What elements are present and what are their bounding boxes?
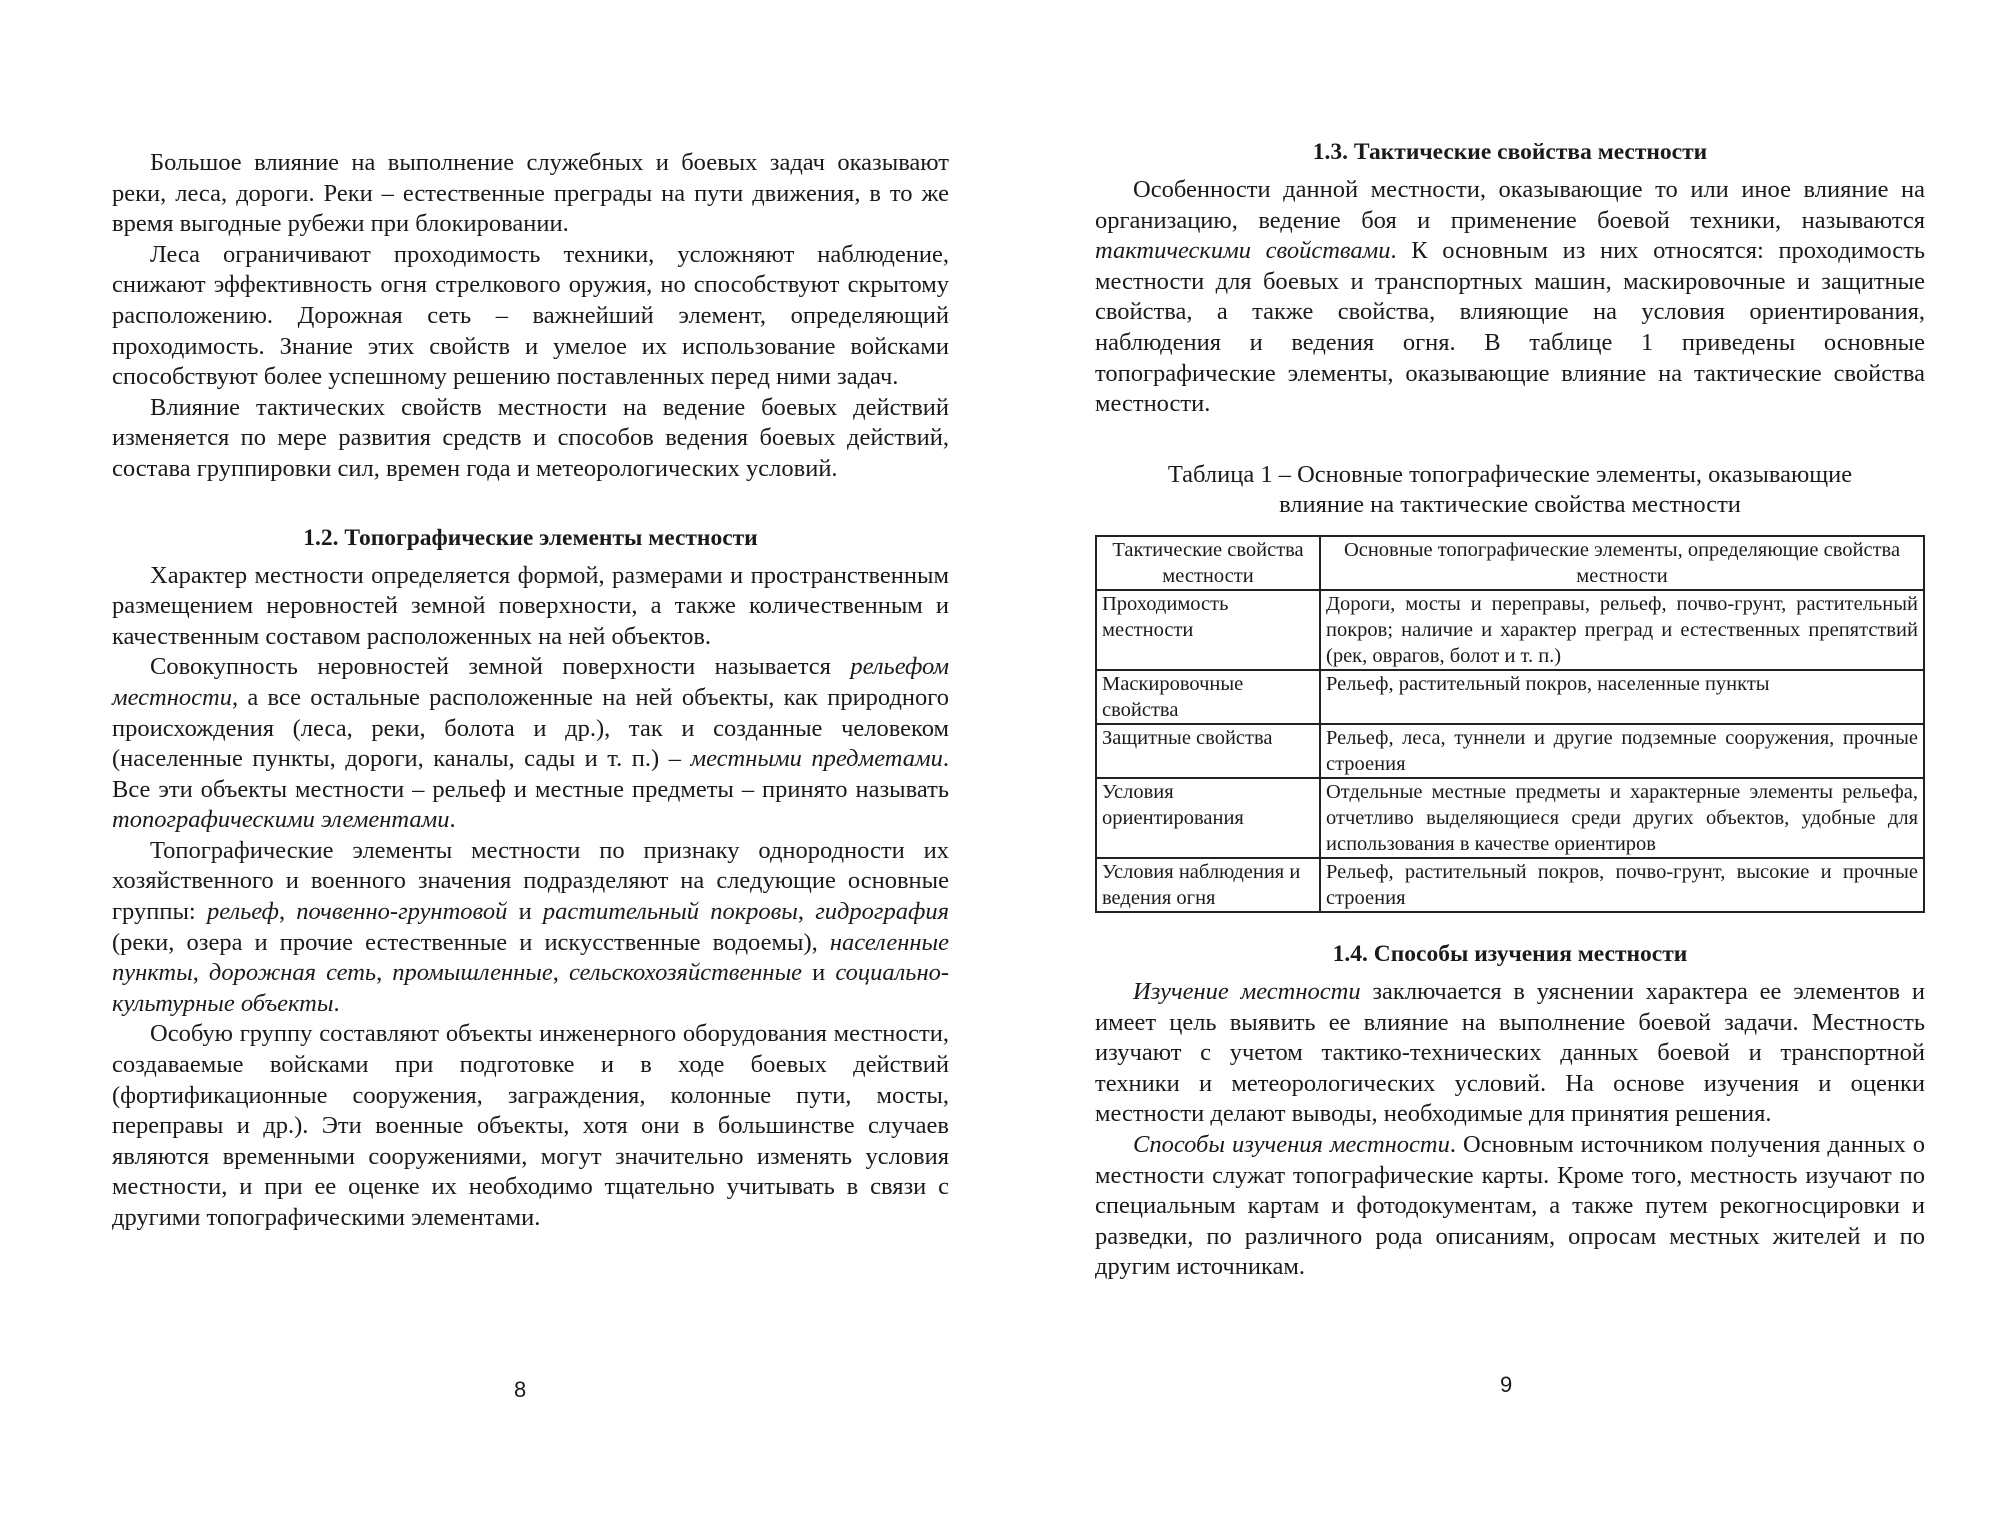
table-cell: Защитные свойства <box>1096 724 1320 778</box>
table-row <box>1096 724 1924 778</box>
table-header-cell: Основные топографические элементы, определяющие свойства местности <box>1320 536 1924 590</box>
section-title-1-2: 1.2. Топографические элементы местности <box>303 524 758 551</box>
table-cell: Рельеф, растительный покров, населенные пункты <box>1320 670 1924 724</box>
tactical-properties-table <box>1095 535 1925 913</box>
table-cell: Отдельные местные предметы и характерные элементы рельефа, отчетливо выделяющиеся среди других объектов, удобные для использования в качестве ориентиров <box>1320 778 1924 858</box>
table-row <box>1096 670 1924 724</box>
table-header-cell: Тактические свойства местности <box>1096 536 1320 590</box>
table-cell: Рельеф, леса, туннели и другие подземные сооружения, прочные строения <box>1320 724 1924 778</box>
paragraph: Влияние тактических свойств местности на ведение боевых действий изменяется по мере развития средств и способов ведения боевых действий, состава группировки сил, времен года и метеорологических условий. <box>112 393 949 482</box>
table-cell: Дороги, мосты и переправы, рельеф, почво-грунт, растительный покров; наличие и характер преград и естественных препятствий (рек, оврагов, болот и т. п.) <box>1320 590 1924 670</box>
paragraph: Особенности данной местности, оказывающие то или иное влияние на организацию, ведение боя и применение боевой техники, называются тактическими свойствами. К основным из них относятся: проходимость местности для боевых и транспортных машин, маскировочные и защитные свойства, а также свойства, влияющие на условия ориентирования, наблюдения и ведения огня. В таблице 1 приведены основные топографические элементы, оказывающие влияние на тактические свойства местности. <box>1095 176 1925 418</box>
paragraph: Характер местности определяется формой, размерами и пространственным размещением неровностей земной поверхности, а также количественным и качественным составом расположенных на ней объектов. <box>112 561 949 650</box>
paragraph: Совокупность неровностей земной поверхности называется рельефом местности, а все остальные расположенные на ней объекты, как природного происхождения (леса, реки, болота и др.), так и созданные человеком (населенные пункты, дороги, каналы, сады и т. п.) – местными предметами. Все эти объекты местности – рельеф и местные предметы – принято называть топографическими элементами. <box>112 653 950 834</box>
paragraph: Изучение местности заключается в уяснении характера ее элементов и имеет цель выявить ее влияние на выполнение боевой задачи. Местность изучают с учетом тактико-технических данных боевой и транспортной техники и метеорологических условий. На основе изучения и оценки местности делают выводы, необходимые для принятия решения. <box>1095 977 1925 1128</box>
table-cell: Условия ориентирования <box>1096 778 1320 858</box>
page-number: 9 <box>1500 1372 1513 1397</box>
table-header-row <box>1096 536 1924 590</box>
section-title-1-3: 1.3. Тактические свойства местности <box>1312 139 1708 165</box>
table-caption: Таблица 1 – Основные топографические элементы, оказывающие влияние на тактические свойства местности <box>1167 460 1853 519</box>
right-page <box>1000 0 2000 1521</box>
table-cell: Маскировочные свойства <box>1096 670 1320 724</box>
table-row <box>1096 778 1924 858</box>
table-row <box>1096 590 1924 670</box>
paragraph: Леса ограничивают проходимость техники, усложняют наблюдение, снижают эффективность огня стрелкового оружия, но способствуют скрытому расположению. Дорожная сеть – важнейший элемент, определяющий проходимость. Знание этих свойств и умелое их использование войсками способствуют более успешному решению поставленных перед ними задач. <box>112 240 949 391</box>
page-number: 8 <box>514 1377 527 1402</box>
paragraph: Особую группу составляют объекты инженерного оборудования местности, создаваемые войсками при подготовке и в ходе боевых действий (фортификационные сооружения, заграждения, колонные пути, мосты, переправы и др.). Эти военные объекты, хотя они в большинстве случаев являются временными сооружениями, могут значительно изменять условия местности, и при ее оценке их необходимо тщательно учитывать в связи с другими топографическими элементами. <box>112 1020 949 1231</box>
table-cell: Рельеф, растительный покров, почво-грунт, высокие и прочные строения <box>1320 858 1924 912</box>
left-text-column <box>112 148 949 1234</box>
table-cell: Проходимость местности <box>1096 590 1320 670</box>
paragraph: Топографические элементы местности по признаку однородности их хозяйственного и военного значения подразделяют на следующие основные группы: рельеф, почвенно-грунтовой и растительный покровы, гидрография (реки, озера и прочие естественные и искусственные водоемы), населенные пункты, дорожная сеть, промышленные, сельскохозяйственные и социально-культурные объекты. <box>112 836 950 1017</box>
paragraph: Способы изучения местности. Основным источником получения данных о местности служат топографические карты. Кроме того, местность изучают по специальным картам и фотодокументам, а также путем рекогносцировки и разведки, по различного рода описаниям, опросам местных жителей и по другим источникам. <box>1095 1130 1926 1281</box>
section-title-1-4: 1.4. Способы изучения местности <box>1332 940 1688 967</box>
right-text-column <box>1095 137 1925 1283</box>
paragraph: Большое влияние на выполнение служебных и боевых задач оказывают реки, леса, дороги. Реки – естественные преграды на пути движения, в то же время выгодные рубежи при блокировании. <box>112 149 949 238</box>
table-cell: Условия наблюдения и ведения огня <box>1096 858 1320 912</box>
table-row <box>1096 858 1924 912</box>
